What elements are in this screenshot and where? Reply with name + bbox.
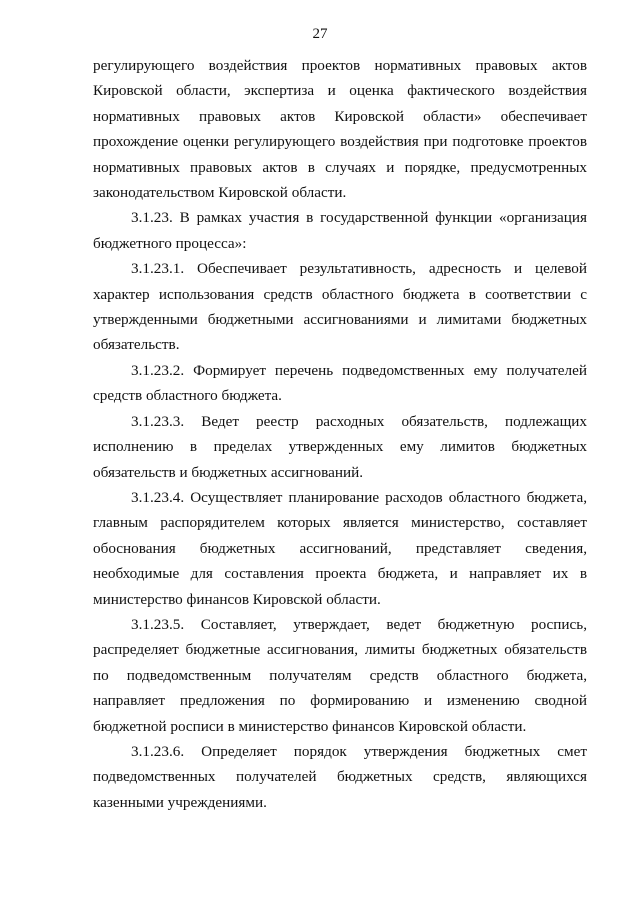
paragraph-3-1-23-1: 3.1.23.1. Обеспечивает результативность, адресность и целевой характер использования средств областного бюджета в соответствии с утвержденными бюджетными ассигнованиями и лимитами бюджетных обязательств. [93,260,587,354]
paragraph-3-1-23-2: 3.1.23.2. Формирует перечень подведомственных ему получателей средств областного бюджета. [93,361,587,405]
paragraph-3-1-23-5: 3.1.23.5. Составляет, утверждает, ведет бюджетную роспись, распределяет бюджетные ассигнования, лимиты бюджетных обязательств по подведомственным получателям средств областного бюджета, направляет предложения по формированию и изменению сводной бюджетной росписи в министерство финансов Кировской области. [93,615,587,735]
paragraph-3-1-23: 3.1.23. В рамках участия в государственной функции «организация бюджетного процесса»: [93,209,587,252]
paragraph-3-1-23-6: 3.1.23.6. Определяет порядок утверждения бюджетных смет подведомственных получателей бюджетных средств, являющихся казенными учреждениями. [93,742,587,811]
paragraph-3-1-23-4: 3.1.23.4. Осуществляет планирование расходов областного бюджета, главным распорядителем которых является министерство, составляет обоснования бюджетных ассигнований, представляет сведения, необходимые для составления проекта бюджета, и направляет их в министерство финансов Кировской области. [93,488,587,608]
document-body [93,53,587,815]
paragraph-3-1-23-3: 3.1.23.3. Ведет реестр расходных обязательств, подлежащих исполнению в пределах утвержденных ему лимитов бюджетных обязательств и бюджетных ассигнований. [93,412,587,481]
paragraph-continuation: регулирующего воздействия проектов нормативных правовых актов Кировской области, экспертиза и оценка фактического воздействия нормативных правовых актов Кировской области» обеспечивает прохождение оценки регулирующего воздействия при подготовке проектов нормативных правовых актов в случаях и порядке, предусмотренных законодательством Кировской области. [93,57,587,202]
page-number: 27 [312,26,328,42]
